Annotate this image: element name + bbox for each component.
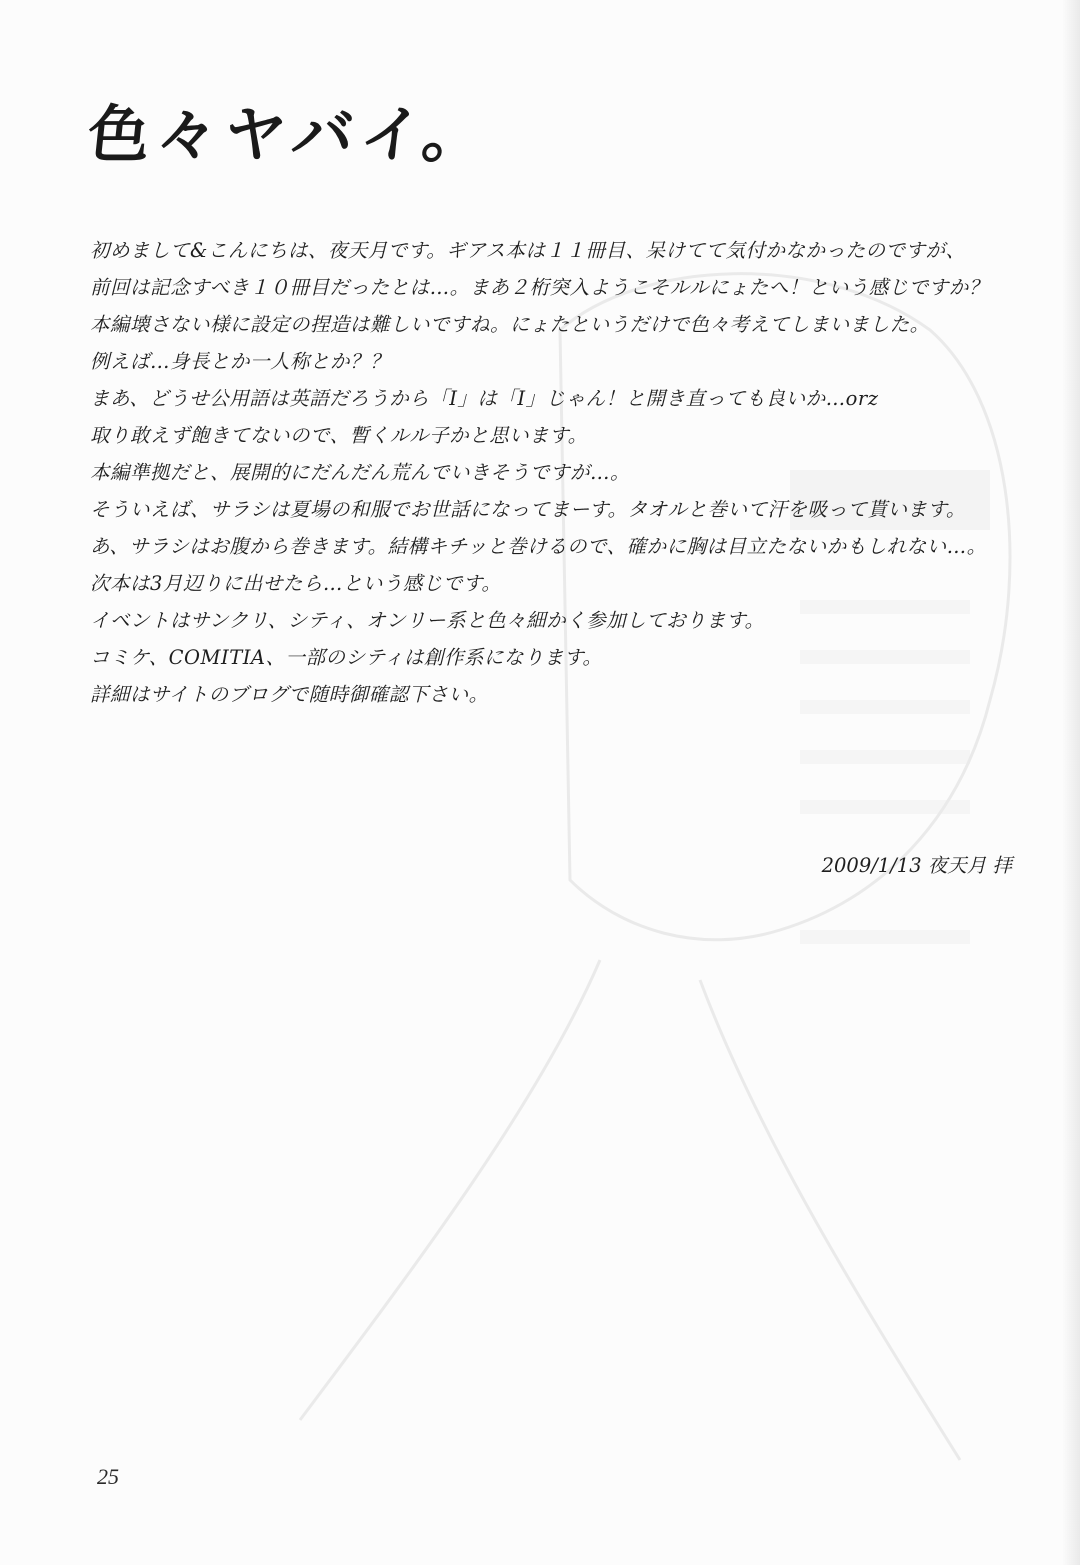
body-line: あ、サラシはお腹から巻きます。結構キチッと巻けるので、確かに胸は目立たないかもしれない…。 [90,535,987,558]
body-line: まあ、どうせ公用語は英語だろうから「I」は「I」じゃん！と開き直っても良いか…orz [90,387,879,410]
body-paragraphs [90,232,1040,713]
body-line: 前回は記念すべき１０冊目だったとは…。まあ２桁突入ようこそルルにょたへ！という感じですか？ [90,276,989,299]
body-line: イベントはサンクリ、シティ、オンリー系と色々細かく参加しております。 [90,609,765,632]
page-number: 25 [97,1464,119,1489]
body-line: 例えば…身長とか一人称とか？？ [90,350,391,373]
body-line: コミケ、COMITIA、一部のシティは創作系になります。 [90,646,603,669]
body-line: そういえば、サラシは夏場の和服でお世話になってまーす。タオルと巻いて汗を吸って貰います。 [90,498,966,521]
body-line: 取り敢えず飽きてないので、暫くルル子かと思います。 [90,424,588,447]
body-line: 初めまして&こんにちは、夜天月です。ギアス本は１１冊目、呆けてて気付かなかったのですが、 [90,239,966,262]
body-line: 詳細はサイトのブログで随時御確認下さい。 [90,683,489,706]
body-line: 本編壊さない様に設定の捏造は難しいですね。にょたというだけで色々考えてしまいました。 [90,313,930,336]
body-line: 次本は3月辺りに出せたら…という感じです。 [90,572,502,595]
signature-date: 2009/1/13 夜天月 拝 [821,854,1012,877]
page-title: 色々ヤバイ。 [84,98,495,171]
body-line: 本編準拠だと、展開的にだんだん荒んでいきそうですが…。 [90,461,631,484]
page-edge-shadow [1062,0,1080,1565]
